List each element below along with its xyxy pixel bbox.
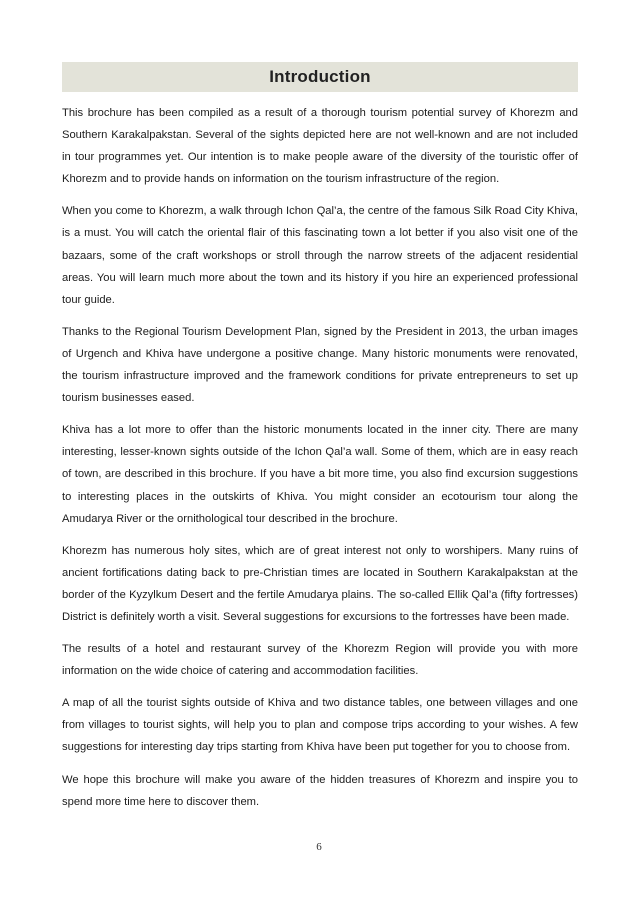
- paragraph-7: A map of all the tourist sights outside of Khiva and two distance tables, one between villages and one from villages to tourist sights, will help you to plan and compose trips according to your wishes. A few suggestions for interesting day trips starting from Khiva have been put together for you to choose from.: [62, 697, 578, 754]
- page-body: [62, 62, 578, 823]
- paragraph-1: This brochure has been compiled as a result of a thorough tourism potential survey of Khorezm and Southern Karakalpakstan. Several of the sights depicted here are not well-known and are not included in tour programmes yet. Our intention is to make people aware of the diversity of the touristic offer of Khorezm and to provide hands on information on the tourism infrastructure of the region.: [62, 107, 578, 186]
- page-title: Introduction: [269, 67, 371, 86]
- page-number: 6: [316, 841, 322, 853]
- paragraph-3: Thanks to the Regional Tourism Development Plan, signed by the President in 2013, the urban images of Urgench and Khiva have undergone a positive change. Many historic monuments were renovated, the tourism infrastructure improved and the framework conditions for private entrepreneurs to set up tourism businesses eased.: [62, 325, 578, 405]
- paragraph-2: When you come to Khorezm, a walk through Ichon Qal’a, the centre of the famous Silk Road City Khiva, is a must. You will catch the oriental flair of this fascinating town a lot better if you also visit one of the bazaars, some of the craft workshops or stroll through the narrow streets of the adjacent residential areas. You will learn much more about the town and its history if you hire an experienced professional tour guide.: [62, 205, 578, 306]
- paragraph-6: The results of a hotel and restaurant survey of the Khorezm Region will provide you with more information on the wide choice of catering and accommodation facilities.: [62, 643, 578, 678]
- paragraph-4: Khiva has a lot more to offer than the historic monuments located in the inner city. There are many interesting, lesser-known sights outside of the Ichon Qal’a wall. Some of them, which are in easy reach of town, are described in this brochure. If you have a bit more time, you also find excursion suggestions to interesting places in the outskirts of Khiva. You might consider an ecotourism tour along the Amudarya River or the ornithological tour described in the brochure.: [62, 424, 578, 525]
- paragraph-5: Khorezm has numerous holy sites, which are of great interest not only to worshipers. Many ruins of ancient fortifications dating back to pre-Christian times are located in Southern Karakalpakstan at the border of the Kyzylkum Desert and the fertile Amudarya plains. The so-called Ellik Qal’a (fifty fortresses) District is definitely worth a visit. Several suggestions for excursions to the fortresses have been made.: [62, 544, 578, 623]
- paragraph-8: We hope this brochure will make you aware of the hidden treasures of Khorezm and inspire you to spend more time here to discover them.: [62, 773, 578, 808]
- title-bar: [62, 62, 578, 92]
